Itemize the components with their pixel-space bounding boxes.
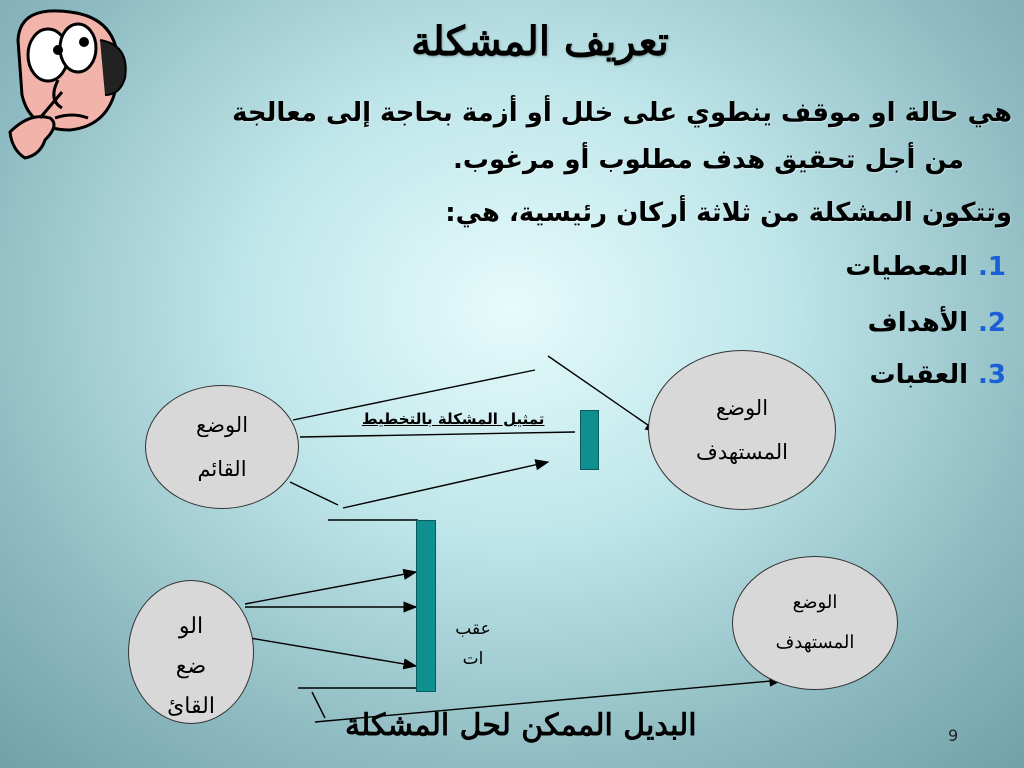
list-number: 2. <box>978 308 1006 338</box>
current-state-ellipse-bottom <box>128 580 254 724</box>
ellipse-label: القائم <box>197 457 247 481</box>
ellipse-label: المستهدف <box>775 632 855 653</box>
obstacles-bar <box>416 520 436 692</box>
obstacles-label-line: ات <box>462 649 484 669</box>
connector-arrow <box>245 572 416 604</box>
slide-title: تعريف المشكلة <box>411 18 669 65</box>
list-label: الأهداف <box>867 308 969 338</box>
list-label: المعطيات <box>845 252 969 282</box>
obstacles-label <box>448 614 498 674</box>
page-number: 9 <box>948 726 959 745</box>
list-number: 3. <box>978 360 1006 390</box>
ellipse-label: القائ <box>167 694 215 719</box>
diagram-caption: تمثيل المشكلة بالتخطيط <box>362 410 545 428</box>
connector-line <box>300 432 575 437</box>
components-intro: وتتكون المشكلة من ثلاثة أركان رئيسية، هي: <box>445 198 1012 228</box>
ellipse-label: الوضع <box>792 592 838 613</box>
ellipse-label: ضع <box>175 654 207 679</box>
current-state-ellipse <box>145 385 299 509</box>
ellipse-label: الوضع <box>715 396 769 420</box>
plan-bar <box>580 410 599 470</box>
ellipse-label: المستهدف <box>696 440 788 464</box>
obstacles-label-line: عقب <box>455 619 491 639</box>
connector-line <box>290 482 338 505</box>
ellipse-label: الوضع <box>195 413 249 437</box>
definition-line-1: هي حالة او موقف ينطوي على خلل أو أزمة بحاجة إلى معالجة <box>232 98 1012 128</box>
list-label: العقبات <box>869 360 969 390</box>
ellipse-label: الو <box>178 614 204 639</box>
alternative-solution-label: البديل الممكن لحل المشكلة <box>345 708 697 743</box>
connector-arrow <box>548 356 658 432</box>
connector-arrow <box>343 462 548 508</box>
target-state-ellipse-bottom <box>732 556 898 690</box>
definition-line-2: من أجل تحقيق هدف مطلوب أو مرغوب. <box>452 145 964 175</box>
connector-arrow <box>238 636 416 666</box>
list-number: 1. <box>978 252 1006 282</box>
connector-line <box>312 692 325 718</box>
target-state-ellipse <box>648 350 836 510</box>
